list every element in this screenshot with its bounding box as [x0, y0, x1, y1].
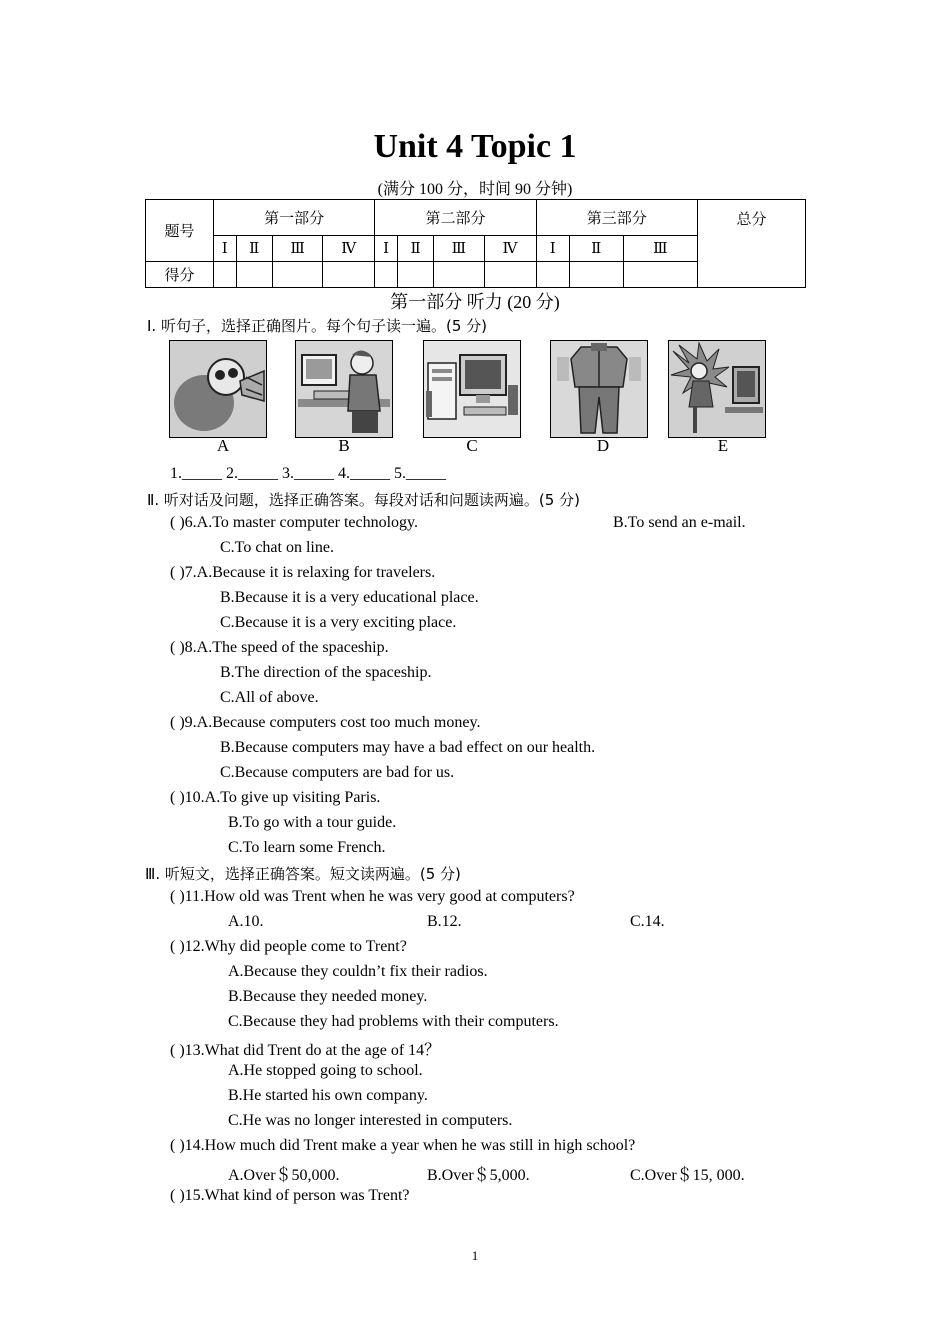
- picture-b-label: B: [338, 436, 350, 455]
- score-table-total: 总分: [698, 200, 806, 288]
- picture-e-label: E: [717, 436, 729, 455]
- score-cell[interactable]: [434, 262, 484, 288]
- picture-c: [423, 340, 521, 438]
- score-table: [145, 199, 806, 288]
- picture-e: [668, 340, 766, 438]
- question-11: ( )11.How old was Trent when he was very good at computers?: [170, 888, 575, 905]
- answer-blanks[interactable]: 1._____ 2._____ 3._____ 4._____ 5._____: [170, 465, 446, 482]
- question-13-option-c: C.He was no longer interested in computers.: [228, 1112, 513, 1129]
- score-cell[interactable]: [214, 262, 237, 288]
- page-number: 1: [471, 1248, 479, 1263]
- score-cell[interactable]: [569, 262, 623, 288]
- question-9-option-b: B.Because computers may have a bad effect on our health.: [220, 739, 596, 756]
- question-13: ( )13.What did Trent do at the age of 14？: [170, 1042, 441, 1059]
- question-6-option-b: B.To send an e-mail.: [613, 514, 746, 531]
- question-10: ( )10.A.To give up visiting Paris.: [170, 789, 381, 806]
- score-cell[interactable]: [397, 262, 433, 288]
- part1-heading: Ⅰ. 听句子，选择正确图片。每个句子读一遍。(5 分): [147, 317, 487, 335]
- score-col: Ⅳ: [323, 236, 375, 262]
- score-table-part2: 第二部分: [375, 200, 536, 236]
- question-7: ( )7.A.Because it is relaxing for travelers.: [170, 564, 436, 581]
- score-cell[interactable]: [484, 262, 536, 288]
- score-cell[interactable]: [536, 262, 569, 288]
- picture-b: [295, 340, 393, 438]
- question-11-option-b: B.12.: [427, 913, 462, 930]
- score-col: Ⅰ: [536, 236, 569, 262]
- picture-c-label: C: [466, 436, 478, 455]
- score-cell[interactable]: [272, 262, 322, 288]
- question-13-option-b: B.He started his own company.: [228, 1087, 428, 1104]
- picture-a: [169, 340, 267, 438]
- score-col: Ⅰ: [375, 236, 398, 262]
- score-col: Ⅲ: [434, 236, 484, 262]
- question-10-option-c: C.To learn some French.: [228, 839, 386, 856]
- picture-d: [550, 340, 648, 438]
- question-14-option-b: B.Over＄5,000.: [427, 1167, 530, 1184]
- question-7-option-c: C.Because it is a very exciting place.: [220, 614, 457, 631]
- score-table-score-label: 得分: [146, 262, 214, 288]
- score-col: Ⅱ: [569, 236, 623, 262]
- score-table-part3: 第三部分: [536, 200, 697, 236]
- man-at-computer-icon: [669, 341, 765, 437]
- score-col: Ⅱ: [236, 236, 272, 262]
- question-14-option-c: C.Over＄15, 000.: [630, 1167, 745, 1184]
- question-12-option-c: C.Because they had problems with their computers.: [228, 1013, 559, 1030]
- page-title: Unit 4 Topic 1: [373, 128, 577, 165]
- question-8-option-c: C.All of above.: [220, 689, 319, 706]
- question-10-option-b: B.To go with a tour guide.: [228, 814, 397, 831]
- boy-at-computer-icon: [296, 341, 392, 437]
- score-col: Ⅲ: [623, 236, 697, 262]
- score-col: Ⅱ: [397, 236, 433, 262]
- picture-d-label: D: [596, 436, 610, 455]
- question-14-option-a: A.Over＄50,000.: [228, 1167, 340, 1184]
- score-cell[interactable]: [323, 262, 375, 288]
- question-15: ( )15.What kind of person was Trent?: [170, 1187, 410, 1204]
- question-11-option-c: C.14.: [630, 913, 665, 930]
- question-12: ( )12.Why did people come to Trent?: [170, 938, 407, 955]
- score-cell[interactable]: [375, 262, 398, 288]
- question-8-option-b: B.The direction of the spaceship.: [220, 664, 432, 681]
- score-col: Ⅰ: [214, 236, 237, 262]
- score-col: Ⅳ: [484, 236, 536, 262]
- suit-clothes-icon: [551, 341, 647, 437]
- question-11-option-a: A.10.: [228, 913, 264, 930]
- cartoon-creature-icon: [170, 341, 266, 437]
- part3-heading: Ⅲ. 听短文，选择正确答案。短文读两遍。(5 分): [145, 865, 461, 883]
- question-9-option-c: C.Because computers are bad for us.: [220, 764, 455, 781]
- question-12-option-b: B.Because they needed money.: [228, 988, 428, 1005]
- question-13-option-a: A.He stopped going to school.: [228, 1062, 423, 1079]
- picture-a-label: A: [216, 436, 230, 455]
- desktop-computer-icon: [424, 341, 520, 437]
- question-7-option-b: B.Because it is a very educational place.: [220, 589, 479, 606]
- question-9: ( )9.A.Because computers cost too much money.: [170, 714, 481, 731]
- score-col: Ⅲ: [272, 236, 322, 262]
- page-subtitle: (满分 100 分，时间 90 分钟): [377, 181, 573, 198]
- section-title: 第一部分 听力 (20 分): [390, 292, 560, 312]
- question-8: ( )8.A.The speed of the spaceship.: [170, 639, 389, 656]
- score-table-part1: 第一部分: [214, 200, 375, 236]
- part2-heading: Ⅱ. 听对话及问题，选择正确答案。每段对话和问题读两遍。(5 分): [147, 491, 580, 509]
- question-6: ( )6.A.To master computer technology.: [170, 514, 418, 531]
- score-cell[interactable]: [236, 262, 272, 288]
- question-14: ( )14.How much did Trent make a year when he was still in high school?: [170, 1137, 636, 1154]
- question-6-option-c: C.To chat on line.: [220, 539, 334, 556]
- score-table-question-label: 题号: [146, 200, 214, 262]
- question-12-option-a: A.Because they couldn’t fix their radios.: [228, 963, 488, 980]
- score-cell[interactable]: [623, 262, 697, 288]
